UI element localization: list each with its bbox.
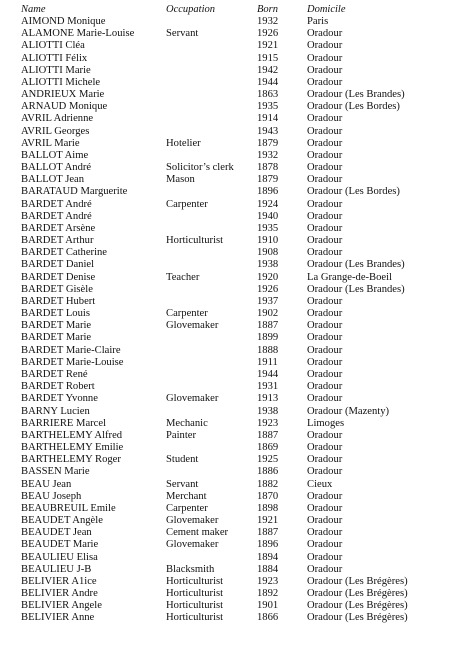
person-name: BEAUDET Marie: [21, 539, 99, 551]
person-domicile: Oradour: [307, 40, 343, 52]
person-row: [0, 126, 451, 138]
person-occupation: Horticulturist: [166, 575, 224, 587]
person-row: [0, 442, 451, 454]
person-born: 1892: [257, 588, 279, 600]
person-born: 1921: [257, 515, 279, 527]
person-row: [0, 576, 451, 588]
person-born: 1913: [257, 393, 279, 405]
person-born: 1870: [257, 490, 279, 502]
person-name: BARDET Marie: [21, 320, 92, 332]
person-born: 1887: [257, 429, 279, 441]
person-domicile: Oradour: [307, 356, 343, 368]
header-occupation: Occupation: [166, 4, 215, 15]
person-occupation: Glovemaker: [166, 393, 219, 405]
person-domicile: Oradour (Les Brandes): [307, 89, 405, 101]
person-row: [0, 454, 451, 466]
person-domicile: Oradour: [307, 174, 343, 186]
person-domicile: Oradour: [307, 429, 343, 441]
person-domicile: Oradour: [307, 515, 343, 527]
person-name: BELIVIER Anne: [21, 612, 95, 624]
person-domicile: Oradour: [307, 125, 343, 137]
person-occupation: Horticulturist: [166, 235, 224, 247]
person-name: BEAUDET Angèle: [21, 515, 103, 527]
person-row: [0, 345, 451, 357]
person-name: BEAUDET Jean: [21, 527, 92, 539]
person-name: BELIVIER Angele: [21, 600, 102, 612]
person-name: BELIVIER A1ice: [21, 575, 97, 587]
person-born: 1908: [257, 247, 279, 259]
person-born: 1887: [257, 527, 279, 539]
person-born: 1944: [257, 76, 279, 88]
person-name: BEAULIEU J-B: [21, 563, 92, 575]
person-name: BARDET Yvonne: [21, 393, 98, 405]
person-born: 1942: [257, 64, 279, 76]
person-born: 1920: [257, 271, 279, 283]
person-list: [0, 16, 451, 625]
person-occupation: Painter: [166, 429, 197, 441]
person-row: [0, 259, 451, 271]
person-name: ALIOTTI Félix: [21, 52, 88, 64]
person-domicile: Oradour: [307, 551, 343, 563]
person-name: BEAU Jean: [21, 478, 72, 490]
person-domicile: Oradour: [307, 490, 343, 502]
person-name: BARTHELEMY Alfred: [21, 429, 123, 441]
person-name: BEAU Joseph: [21, 490, 82, 502]
person-occupation: Carpenter: [166, 198, 208, 210]
person-name: BEAULIEU Elisa: [21, 551, 98, 563]
person-born: 1935: [257, 101, 279, 113]
person-row: [0, 479, 451, 491]
person-domicile: Oradour: [307, 222, 343, 234]
person-born: 1923: [257, 417, 279, 429]
person-born: 1882: [257, 478, 279, 490]
person-name: BALLOT André: [21, 162, 92, 174]
person-domicile: Oradour: [307, 393, 343, 405]
person-name: BARTHELEMY Roger: [21, 454, 121, 466]
person-occupation: Servant: [166, 28, 199, 40]
person-row: [0, 65, 451, 77]
person-name: BARDET Robert: [21, 381, 95, 393]
person-born: 1910: [257, 235, 279, 247]
person-row: [0, 527, 451, 539]
person-born: 1915: [257, 52, 279, 64]
person-domicile: Oradour (Les Brégères): [307, 600, 408, 612]
person-name: BALLOT Aime: [21, 149, 89, 161]
person-occupation: Glovemaker: [166, 320, 219, 332]
person-occupation: Horticulturist: [166, 600, 224, 612]
person-domicile: La Grange-de-Boeil: [307, 271, 393, 283]
person-domicile: Oradour: [307, 381, 343, 393]
person-row: [0, 223, 451, 235]
person-row: [0, 564, 451, 576]
person-row: [0, 381, 451, 393]
person-row: [0, 332, 451, 344]
person-domicile: Oradour: [307, 320, 343, 332]
person-row: [0, 612, 451, 624]
person-row: [0, 320, 451, 332]
person-name: ALIOTTI Marie: [21, 64, 91, 76]
person-domicile: Oradour (Les Brégères): [307, 588, 408, 600]
person-domicile: Oradour: [307, 113, 343, 125]
person-occupation: Solicitor’s clerk: [166, 162, 234, 174]
person-born: 1898: [257, 502, 279, 514]
person-row: [0, 552, 451, 564]
person-row: [0, 211, 451, 223]
person-domicile: Oradour: [307, 137, 343, 149]
person-domicile: Oradour (Les Brégères): [307, 612, 408, 624]
person-name: BARDET René: [21, 368, 88, 380]
person-name: BEAUBREUIL Emile: [21, 502, 116, 514]
person-occupation: Cement maker: [166, 527, 229, 539]
person-occupation: Mechanic: [166, 417, 208, 429]
person-born: 1937: [257, 295, 279, 307]
person-domicile: Limoges: [307, 417, 345, 429]
person-name: BARDET Arthur: [21, 235, 94, 247]
person-occupation: Blacksmith: [166, 563, 215, 575]
person-row: [0, 393, 451, 405]
person-occupation: Glovemaker: [166, 515, 219, 527]
person-domicile: Oradour: [307, 149, 343, 161]
person-name: BARDET Marie-Claire: [21, 344, 121, 356]
person-occupation: Teacher: [166, 271, 200, 283]
person-born: 1879: [257, 137, 279, 149]
person-born: 1924: [257, 198, 279, 210]
header-domicile: Domicile: [307, 4, 346, 15]
person-occupation: Carpenter: [166, 308, 208, 320]
person-row: [0, 308, 451, 320]
person-domicile: Oradour: [307, 308, 343, 320]
person-occupation: Carpenter: [166, 502, 208, 514]
person-domicile: Oradour (Les Brandes): [307, 259, 405, 271]
person-domicile: Oradour (Les Brégères): [307, 575, 408, 587]
person-born: 1878: [257, 162, 279, 174]
person-domicile: Oradour: [307, 247, 343, 259]
header-born: Born: [257, 4, 278, 15]
header-name: Name: [21, 4, 46, 15]
person-name: BARATAUD Marguerite: [21, 186, 128, 198]
person-name: ALIOTTI Cléa: [21, 40, 85, 52]
person-domicile: Oradour: [307, 332, 343, 344]
person-born: 1926: [257, 283, 279, 295]
person-name: BARNY Lucien: [21, 405, 90, 417]
person-row: [0, 247, 451, 259]
person-domicile: Oradour: [307, 454, 343, 466]
person-domicile: Oradour: [307, 76, 343, 88]
person-name: BARDET Daniel: [21, 259, 95, 271]
person-row: [0, 418, 451, 430]
person-domicile: Oradour: [307, 198, 343, 210]
person-name: AIMOND Monique: [21, 16, 106, 27]
person-domicile: Oradour: [307, 235, 343, 247]
person-name: BALLOT Jean: [21, 174, 85, 186]
person-name: BARDET Marie-Louise: [21, 356, 124, 368]
person-row: [0, 272, 451, 284]
person-name: BASSEN Marie: [21, 466, 90, 478]
person-occupation: Hotelier: [166, 137, 201, 149]
person-domicile: Oradour (Les Bordes): [307, 186, 400, 198]
person-row: [0, 77, 451, 89]
person-domicile: Oradour: [307, 162, 343, 174]
person-born: 1931: [257, 381, 279, 393]
person-name: BARDET André: [21, 198, 92, 210]
person-name: BARDET Denise: [21, 271, 96, 283]
person-name: BARDET Louis: [21, 308, 90, 320]
person-name: BARDET Marie: [21, 332, 92, 344]
person-name: BARDET Hubert: [21, 295, 96, 307]
person-born: 1911: [257, 356, 278, 368]
person-name: ALIOTTI Michele: [21, 76, 101, 88]
person-born: 1869: [257, 442, 279, 454]
person-name: AVRIL Adrienne: [21, 113, 94, 125]
person-row: [0, 40, 451, 52]
person-row: [0, 53, 451, 65]
person-born: 1925: [257, 454, 279, 466]
person-domicile: Oradour: [307, 527, 343, 539]
person-name: BARDET Arsène: [21, 222, 96, 234]
person-row: [0, 369, 451, 381]
person-born: 1888: [257, 344, 279, 356]
person-row: [0, 235, 451, 247]
person-name: BARTHELEMY Emilie: [21, 442, 124, 454]
person-domicile: Oradour (Les Bordes): [307, 101, 400, 113]
person-name: BELIVIER Andre: [21, 588, 98, 600]
person-row: [0, 296, 451, 308]
person-born: 1932: [257, 149, 279, 161]
person-born: 1884: [257, 563, 279, 575]
person-domicile: Oradour: [307, 442, 343, 454]
person-occupation: Student: [166, 454, 199, 466]
person-born: 1935: [257, 222, 279, 234]
person-occupation: Horticulturist: [166, 612, 224, 624]
person-row: [0, 174, 451, 186]
person-born: 1902: [257, 308, 279, 320]
person-occupation: Horticulturist: [166, 588, 224, 600]
person-occupation: Merchant: [166, 490, 207, 502]
person-row: [0, 28, 451, 40]
person-born: 1896: [257, 539, 279, 551]
person-domicile: Oradour: [307, 295, 343, 307]
person-row: [0, 16, 451, 28]
column-header-row: [0, 3, 451, 17]
person-born: 1887: [257, 320, 279, 332]
person-row: [0, 515, 451, 527]
person-name: BARRIERE Marcel: [21, 417, 107, 429]
person-name: BARDET André: [21, 210, 92, 222]
person-domicile: Oradour: [307, 368, 343, 380]
person-born: 1879: [257, 174, 279, 186]
person-domicile: Oradour: [307, 28, 343, 40]
person-row: [0, 466, 451, 478]
person-row: [0, 186, 451, 198]
person-domicile: Oradour: [307, 466, 343, 478]
person-born: 1886: [257, 466, 279, 478]
person-row: [0, 101, 451, 113]
person-born: 1926: [257, 28, 279, 40]
person-born: 1944: [257, 368, 279, 380]
person-row: [0, 406, 451, 418]
person-row: [0, 491, 451, 503]
person-name: AVRIL Georges: [21, 125, 90, 137]
person-born: 1921: [257, 40, 279, 52]
person-name: ANDRIEUX Marie: [21, 89, 105, 101]
person-domicile: Oradour: [307, 539, 343, 551]
person-born: 1863: [257, 89, 279, 101]
person-domicile: Oradour: [307, 563, 343, 575]
person-born: 1914: [257, 113, 279, 125]
person-name: ALAMONE Marie-Louise: [21, 28, 135, 40]
person-name: ARNAUD Monique: [21, 101, 108, 113]
person-row: [0, 138, 451, 150]
person-name: BARDET Catherine: [21, 247, 108, 259]
person-row: [0, 150, 451, 162]
person-born: 1896: [257, 186, 279, 198]
person-domicile: Paris: [307, 16, 329, 27]
person-row: [0, 89, 451, 101]
person-row: [0, 430, 451, 442]
person-row: [0, 539, 451, 551]
person-occupation: Mason: [166, 174, 195, 186]
person-born: 1932: [257, 16, 279, 27]
person-born: 1938: [257, 405, 279, 417]
person-domicile: Oradour: [307, 210, 343, 222]
person-row: [0, 600, 451, 612]
person-born: 1923: [257, 575, 279, 587]
person-born: 1938: [257, 259, 279, 271]
person-domicile: Oradour: [307, 502, 343, 514]
person-domicile: Oradour: [307, 344, 343, 356]
person-domicile: Oradour (Mazenty): [307, 405, 390, 417]
person-row: [0, 357, 451, 369]
person-row: [0, 113, 451, 125]
person-row: [0, 162, 451, 174]
person-born: 1901: [257, 600, 279, 612]
person-row: [0, 503, 451, 515]
person-name: BARDET Gisèle: [21, 283, 93, 295]
person-occupation: Servant: [166, 478, 199, 490]
person-born: 1940: [257, 210, 279, 222]
person-born: 1866: [257, 612, 279, 624]
person-row: [0, 588, 451, 600]
person-name: AVRIL Marie: [21, 137, 80, 149]
person-born: 1894: [257, 551, 279, 563]
person-domicile: Oradour: [307, 64, 343, 76]
person-born: 1899: [257, 332, 279, 344]
person-domicile: Oradour (Les Brandes): [307, 283, 405, 295]
person-born: 1943: [257, 125, 279, 137]
person-occupation: Glovemaker: [166, 539, 219, 551]
person-row: [0, 284, 451, 296]
person-domicile: Oradour: [307, 52, 343, 64]
person-row: [0, 199, 451, 211]
person-domicile: Cieux: [307, 478, 333, 490]
